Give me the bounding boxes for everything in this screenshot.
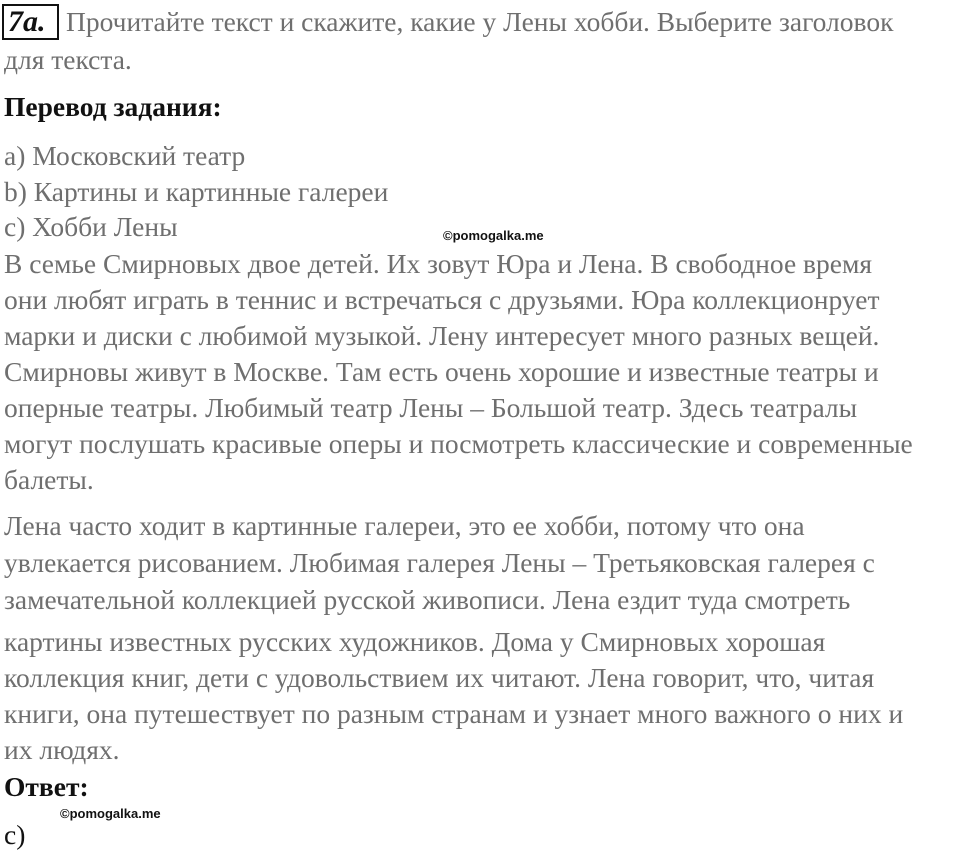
- option-c: c) Хобби Лены: [4, 211, 178, 242]
- watermark: ©pomogalka.me: [443, 228, 544, 243]
- paragraph2-line: коллекция книг, дети с удовольствием их читают. Лена говорит, что, читая: [4, 662, 875, 693]
- task-instruction-line-1: Прочитайте текст и скажите, какие у Лены хобби. Выберите заголовок: [66, 6, 894, 37]
- paragraph2-line: замечательной коллекцией русской живописи. Лена ездит туда смотреть: [4, 584, 851, 615]
- paragraph2-line: увлекается рисованием. Любимая галерея Лены – Третьяковская галерея с: [4, 547, 875, 578]
- paragraph1-line: оперные театры. Любимый театр Лены – Большой театр. Здесь театралы: [4, 392, 858, 423]
- paragraph1-line: балеты.: [4, 464, 94, 495]
- paragraph2-line: Лена часто ходит в картинные галереи, это ее хобби, потому что она: [4, 510, 805, 541]
- paragraph1-line: могут послушать красивые оперы и посмотреть классические и современные: [4, 428, 913, 459]
- option-b: b) Картины и картинные галереи: [4, 176, 389, 207]
- watermark: ©pomogalka.me: [60, 806, 161, 821]
- paragraph1-line: В семье Смирновых двое детей. Их зовут Юра и Лена. В свободное время: [4, 248, 873, 279]
- paragraph2-line: их людях.: [4, 734, 120, 765]
- paragraph1-line: они любят играть в теннис и встречаться с друзьями. Юра коллекционрует: [4, 284, 880, 315]
- paragraph2-line: книги, она путешествует по разным странам и узнает много важного о них и: [4, 698, 904, 729]
- translation-heading: Перевод задания:: [4, 91, 222, 122]
- answer-value: c): [4, 819, 26, 850]
- paragraph1-line: Смирновы живут в Москве. Там есть очень хорошие и известные театры и: [4, 356, 879, 387]
- answer-heading: Ответ:: [4, 771, 89, 802]
- task-instruction-line-2: для текста.: [4, 44, 132, 75]
- task-number-box: 7a.: [2, 4, 59, 40]
- option-a: a) Московский театр: [4, 140, 246, 171]
- paragraph2-line: картины известных русских художников. Дома у Смирновых хорошая: [4, 626, 826, 657]
- paragraph1-line: марки и диски с любимой музыкой. Лену интересует много разных вещей.: [4, 320, 880, 351]
